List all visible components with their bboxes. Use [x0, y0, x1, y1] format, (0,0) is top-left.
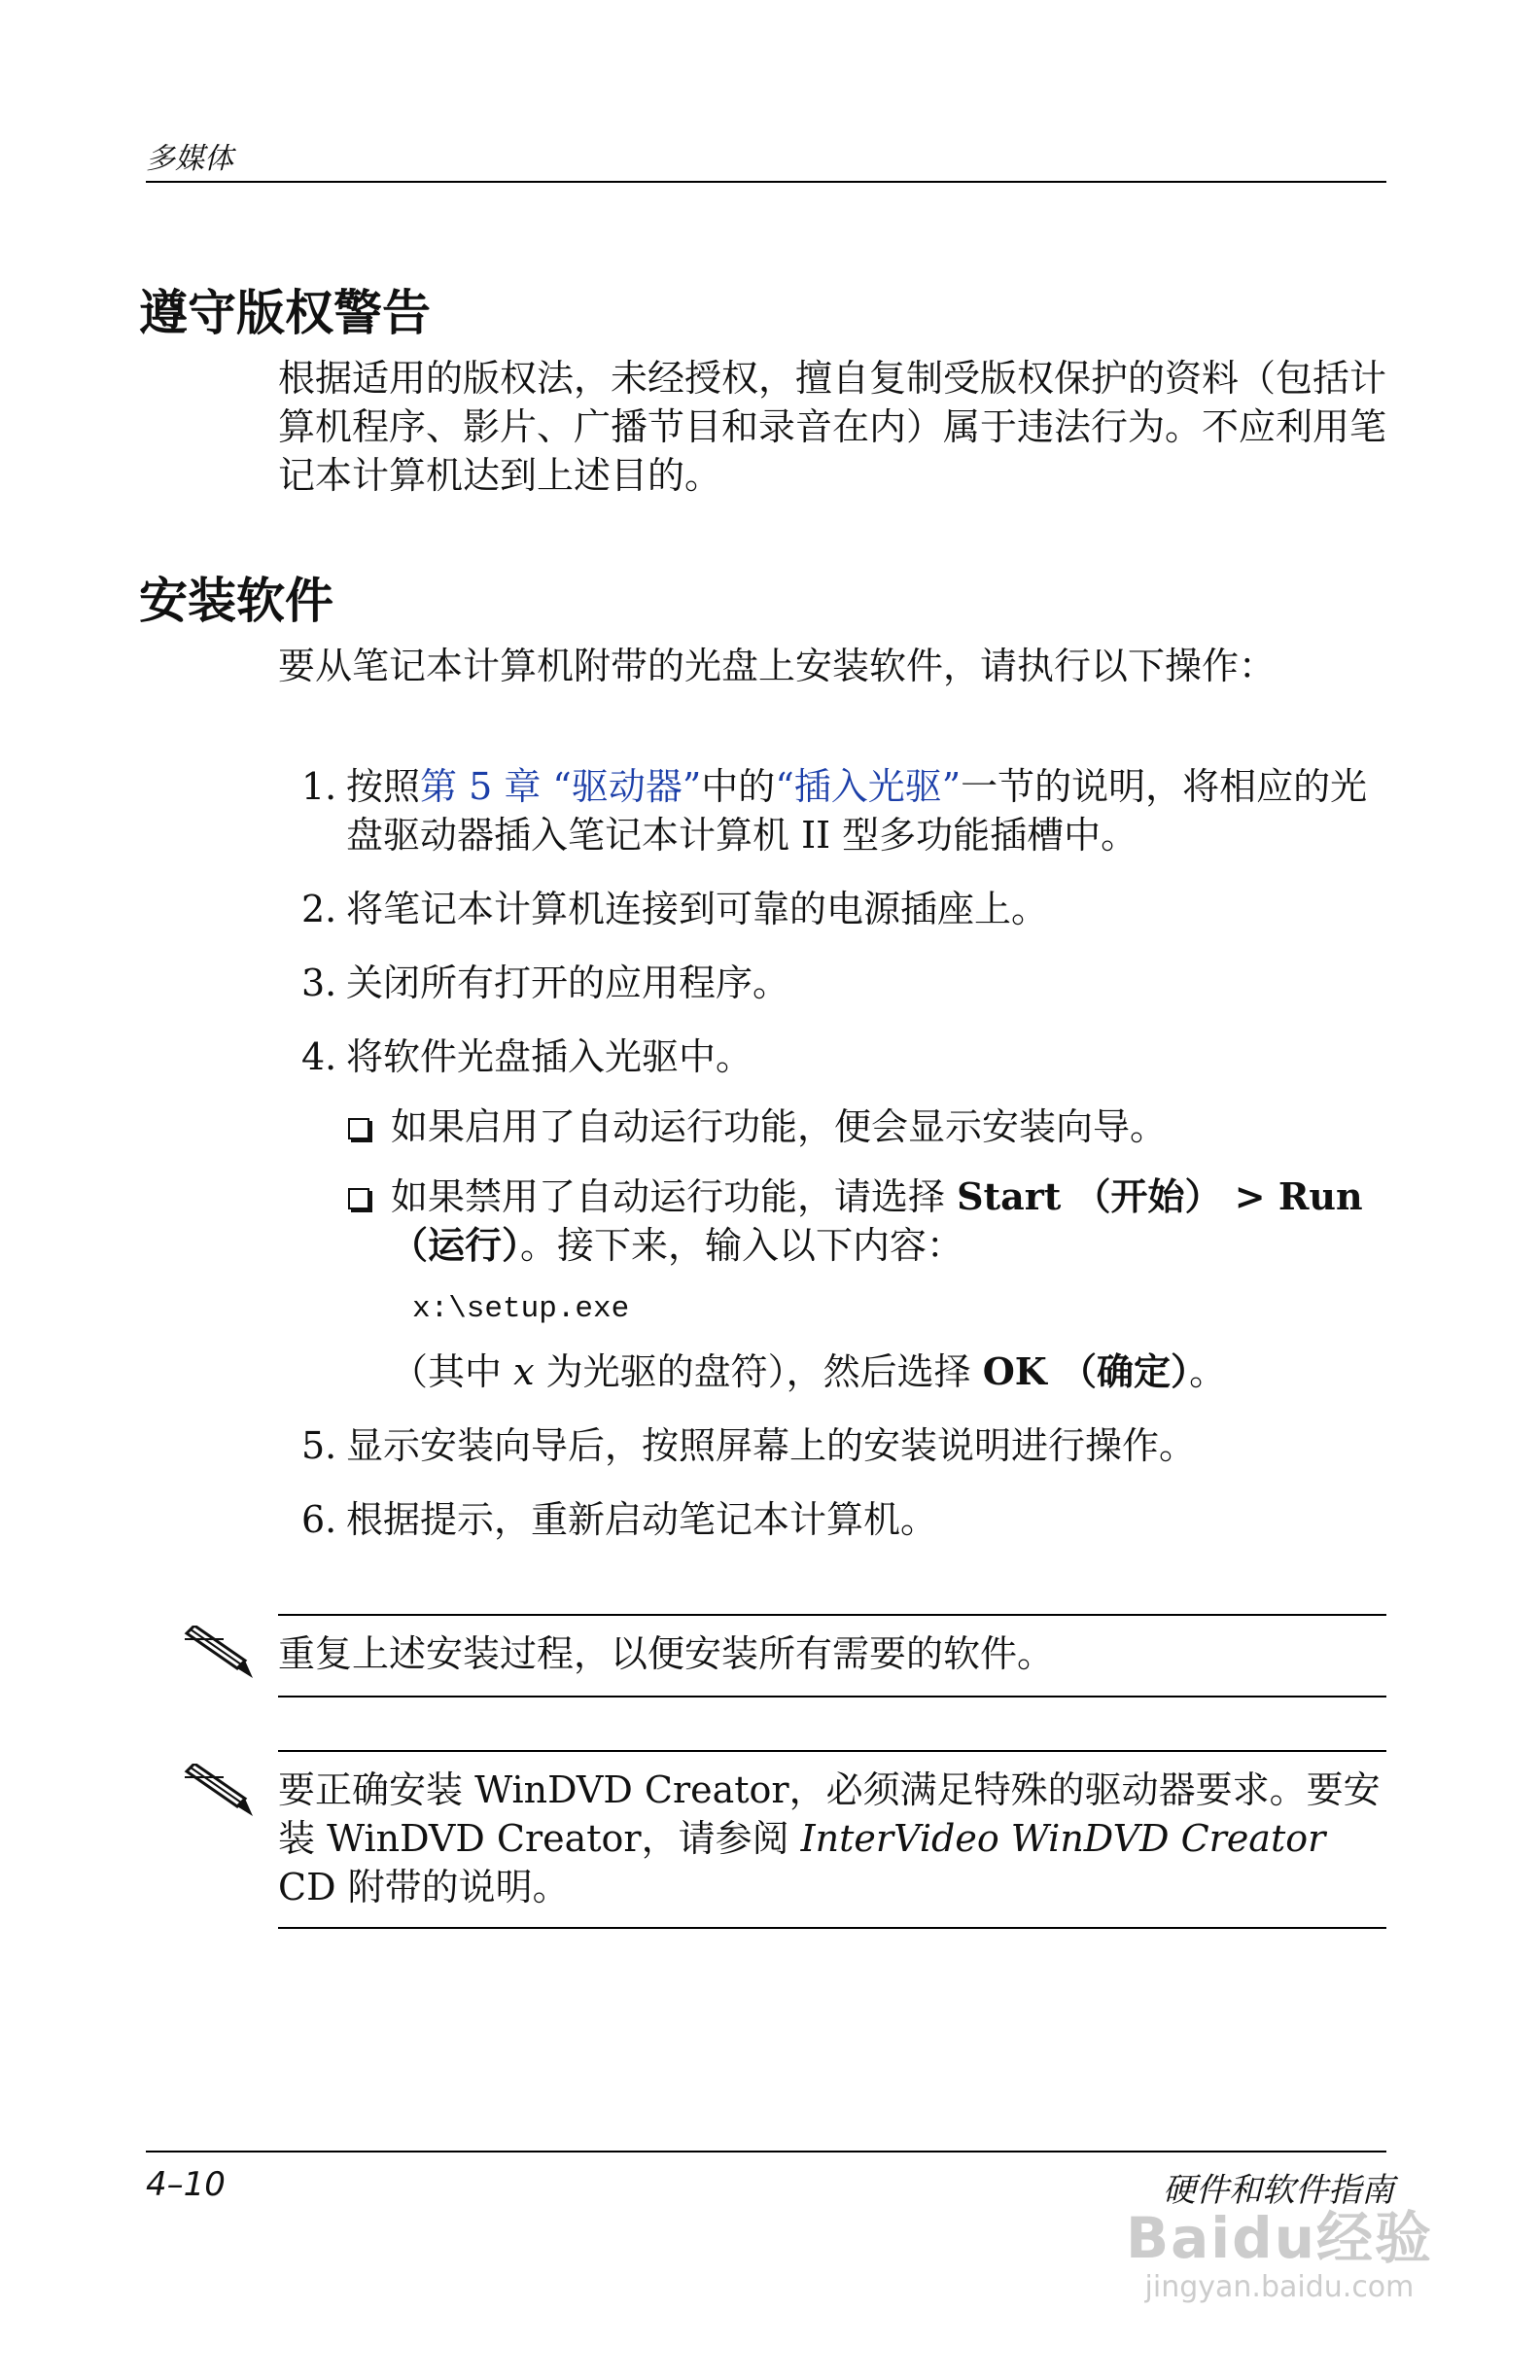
step-number: 6.	[301, 1498, 337, 1541]
list-item	[278, 1421, 1386, 1470]
step-number: 3.	[301, 962, 337, 1004]
note-rule-bottom	[278, 1927, 1386, 1929]
menu-path-start-run: Start （开始） > Run （运行）	[391, 1174, 1363, 1267]
running-header: 多媒体	[146, 142, 233, 176]
baidu-watermark: Baidu经验 jingyan.baidu.com	[1125, 2205, 1433, 2304]
page-number: 4–10	[146, 2165, 226, 2204]
section-heading-copyright: 遵守版权警告	[139, 285, 431, 341]
footer-rule	[146, 2151, 1386, 2152]
sub-bullet-autorun-disabled: 如果禁用了自动运行功能，请选择 Start （开始） > Run （运行）。接下来，输入以下内容：	[278, 1172, 1386, 1270]
list-item	[278, 959, 1386, 1007]
note-text: 要正确安装 WinDVD Creator，必须满足特殊的驱动器要求。要安装 WinDVD Creator，请参阅 InterVideo WinDVD Creator CD 附带的说明。	[278, 1768, 1381, 1908]
step-number: 1.	[301, 765, 337, 808]
note-rule-top	[278, 1614, 1386, 1616]
step-text: 将软件光盘插入光驱中。	[346, 1035, 753, 1078]
step-text: 关闭所有打开的应用程序。	[346, 962, 790, 1004]
ok-label: OK （确定）	[982, 1349, 1190, 1393]
list-item	[278, 762, 1386, 859]
checkbox-bullet-icon	[348, 1118, 369, 1139]
install-intro: 要从笔记本计算机附带的光盘上安装软件，请执行以下操作：	[278, 645, 1277, 687]
step-number: 5.	[301, 1424, 337, 1467]
step-number: 4.	[301, 1035, 337, 1078]
note-rule-bottom	[278, 1696, 1386, 1698]
drive-letter-note: （其中 x 为光驱的盘符），然后选择 OK （确定）。	[391, 1349, 1227, 1393]
book-title: 硬件和软件指南	[1163, 2171, 1394, 2210]
copyright-paragraph: 根据适用的版权法，未经授权，擅自复制受版权保护的资料（包括计算机程序、影片、广播节目和录音在内）属于违法行为。不应利用笔记本计算机达到上述目的。	[278, 357, 1387, 497]
install-steps-list	[278, 762, 1386, 1569]
link-insert-drive[interactable]: “插入光驱”	[775, 765, 962, 808]
code-sample: x:\setup.exe	[412, 1292, 630, 1326]
header-rule	[146, 181, 1386, 183]
checkbox-bullet-icon	[348, 1188, 369, 1209]
sub-bullet-autorun-enabled: 如果启用了自动运行功能，便会显示安装向导。	[278, 1102, 1386, 1151]
list-item	[278, 1032, 1386, 1396]
step-text: 显示安装向导后，按照屏幕上的安装说明进行操作。	[346, 1424, 1197, 1467]
list-item	[278, 1495, 1386, 1544]
step-text: 按照第 5 章 “驱动器”中的“插入光驱”一节的说明，将相应的光盘驱动器插入笔记本计算机 II 型多功能插槽中。	[346, 765, 1368, 857]
step-text: 根据提示，重新启动笔记本计算机。	[346, 1498, 938, 1541]
product-title: InterVideo WinDVD Creator	[800, 1817, 1326, 1860]
section-heading-install: 安装软件	[139, 573, 333, 629]
list-item	[278, 885, 1386, 933]
note-text: 重复上述安装过程，以便安装所有需要的软件。	[278, 1632, 1055, 1675]
pencil-note-icon	[181, 1764, 259, 1822]
note-rule-top	[278, 1750, 1386, 1752]
step-number: 2.	[301, 888, 337, 930]
link-chapter-5-drives[interactable]: 第 5 章 “驱动器”	[420, 765, 702, 808]
step-text: 将笔记本计算机连接到可靠的电源插座上。	[346, 888, 1049, 930]
pencil-note-icon	[181, 1626, 259, 1684]
